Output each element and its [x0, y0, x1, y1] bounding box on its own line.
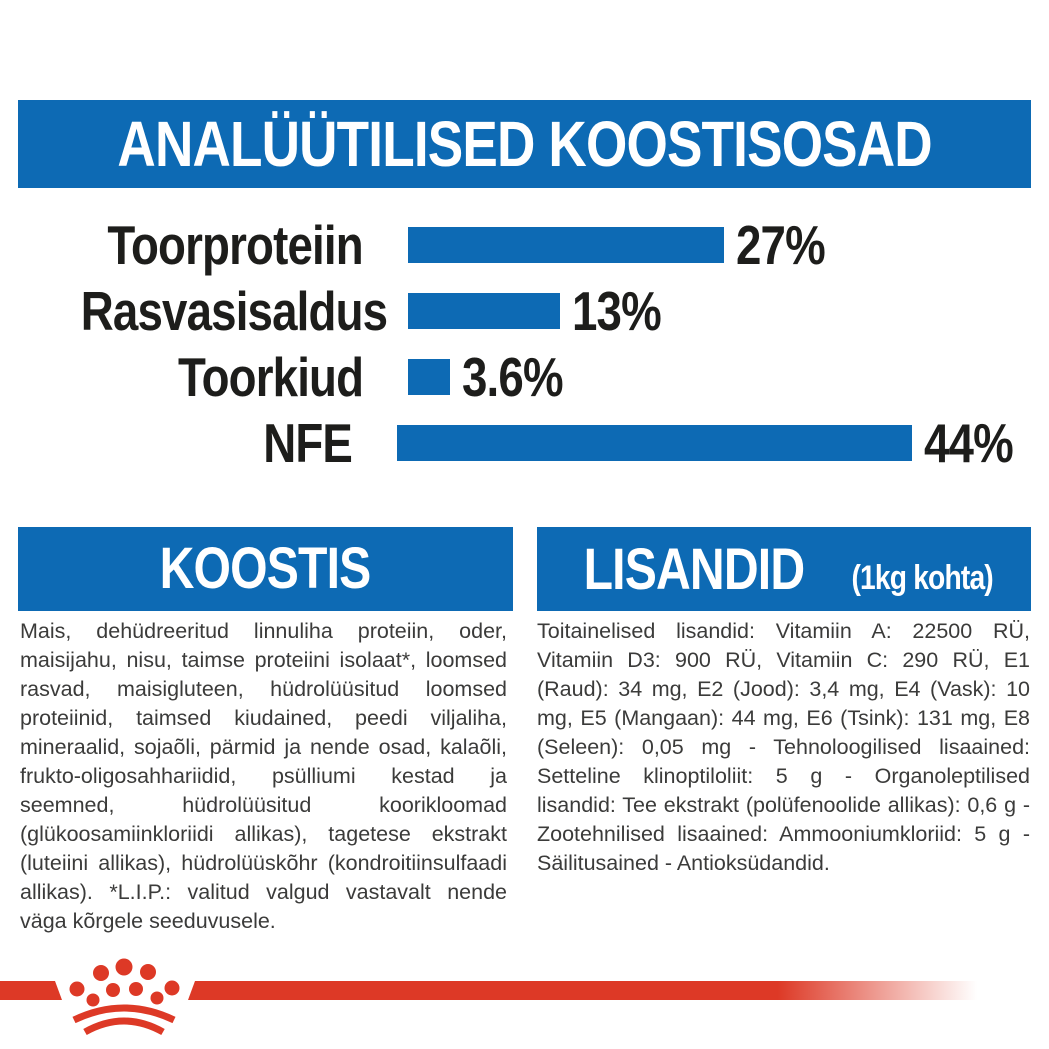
additives-subtitle: (1kg kohta): [851, 559, 993, 597]
additives-title: LISANDID: [583, 537, 805, 602]
composition-text: Mais, dehüdreeritud linnuliha proteiin, oder, maisijahu, nisu, taimse proteiini isolaat*, loomsed rasvad, maisigluteen, hüdrolüüsitud loomsed proteiinid, taimsed kiudained, peedi viljaliha, mineraalid, sojaõli, pärmid ja nende osad, kalaõli, frukto-oligosahhariidid, psülliumi kestad ja seemned, hüdrolüüsitud koorikloomad (glükoosamiinkloriidi allikas), tagetese ekstrakt (luteiini allikas), hüdrolüüskõhr (kondroitiinsulfaadi allikas). *L.I.P.: valitud valgud vastavalt nende väga kõrgele seeduvusele.: [20, 619, 507, 933]
chart-value-label: 44%: [923, 411, 1013, 474]
chart-category-label: Rasvasisaldus: [80, 279, 388, 342]
chart-category-label: Toorkiud: [177, 345, 363, 408]
chart-value-label: 3.6%: [462, 345, 563, 408]
chart-row: [18, 212, 1031, 278]
composition-header: [18, 527, 513, 611]
chart-row: [18, 278, 1031, 344]
royal-canin-crown-icon: [58, 953, 192, 1037]
analytical-constituents-header: [18, 100, 1031, 188]
chart-bar: [408, 293, 560, 329]
red-rule-left: [0, 981, 62, 1000]
chart-bar: [408, 227, 724, 263]
chart-value-label: 13%: [572, 279, 661, 342]
page-title: ANALÜÜTILISED KOOSTISOSAD: [117, 108, 932, 180]
red-rule-right: [188, 981, 985, 1000]
chart-category-label: NFE: [263, 411, 352, 474]
chart-category-label: Toorproteiin: [107, 213, 363, 276]
chart-value-label: 27%: [736, 213, 825, 276]
composition-title: KOOSTIS: [160, 536, 371, 601]
chart-bar: [408, 359, 450, 395]
chart-row: [18, 410, 1031, 476]
additives-header: [537, 527, 1031, 611]
additives-text: Toitainelised lisandid: Vitamiin A: 22500 RÜ, Vitamiin D3: 900 RÜ, Vitamiin C: 290 RÜ, E1 (Raud): 34 mg, E2 (Jood): 3,4 mg, E4 (Vask): 10 mg, E5 (Mangaan): 44 mg, E6 (Tsink): 131 mg, E8 (Seleen): 0,05 mg - Tehnoloogilised lisaained: Setteline klinoptiloliit: 5 g - Organoleptilised lisandid: Tee ekstrakt (polüfenoolide allikas): 0,6 g - Zootehnilised lisaained: Ammooniumkloriid: 5 g - Säilitusained - Antioksüdandid.: [537, 619, 1030, 875]
chart-bar: [397, 425, 912, 461]
chart-row: [18, 344, 1031, 410]
constituents-bar-chart: [18, 212, 1031, 476]
